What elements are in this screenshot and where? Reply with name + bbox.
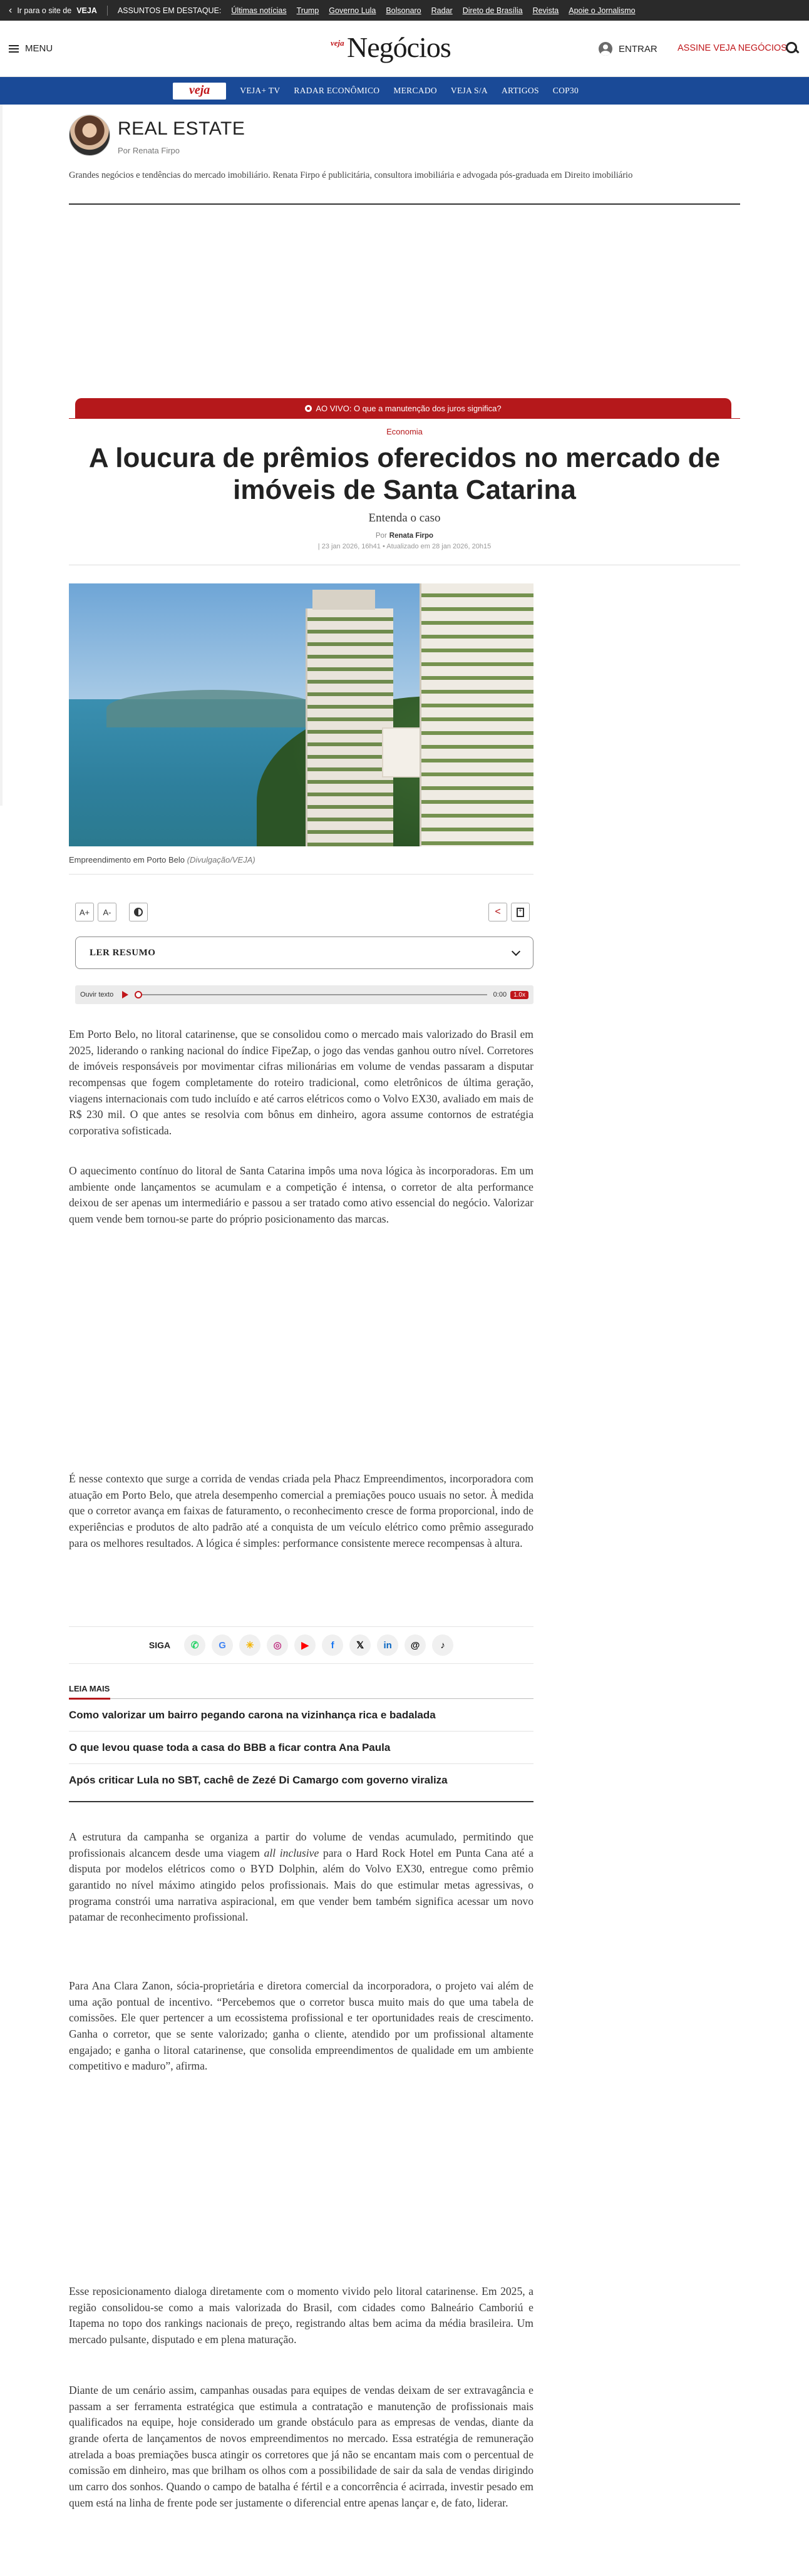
read-more-label: LEIA MAIS <box>69 1684 110 1693</box>
column-title[interactable]: REAL ESTATE <box>118 118 245 139</box>
user-icon <box>599 42 612 56</box>
nav-item-cop30[interactable]: COP30 <box>552 86 579 95</box>
chevron-left-icon: ‹ <box>9 4 13 16</box>
back-brand: VEJA <box>76 6 97 15</box>
font-increase-button[interactable]: A+ <box>75 903 94 921</box>
divider <box>69 1801 533 1802</box>
byline-author[interactable]: Renata Firpo <box>389 532 434 540</box>
nav-item-radar-economico[interactable]: RADAR ECONÔMICO <box>294 86 380 95</box>
image-caption <box>69 855 255 865</box>
menu-button[interactable] <box>9 43 53 54</box>
highlight-link[interactable]: Revista <box>532 6 559 15</box>
article-paragraph <box>69 1829 533 1926</box>
article-paragraph: Para Ana Clara Zanon, sócia-proprietária e diretora comercial da incorporadora, o projeto vai além de uma ação pontual de incentivo. “Percebemos que o corretor busca muito mais do que uma tabela de comissões. Ele quer pertencer a um ecossistema profissional e ter oportunidades reais de crescimento. Ganha o corretor, que se sente valorizado; ganha o cliente, atendido por um profissional altamente engajado; e ganha o litoral catarinense, que consolida empreendimentos de qualidade em um ambiente competitivo e maduro”, afirma. <box>69 1979 533 2073</box>
subscribe-link[interactable]: ASSINE VEJA NEGÓCIOS <box>678 43 787 53</box>
hero-image <box>69 583 533 846</box>
siga-label: SIGA <box>148 1640 171 1650</box>
read-more-link[interactable]: Como valorizar um bairro pegando carona na vizinhança rica e badalada <box>69 1709 436 1721</box>
whatsapp-icon[interactable]: ✆ <box>184 1634 205 1656</box>
veja-home-badge[interactable]: veja <box>173 83 226 100</box>
highlight-link[interactable]: Trump <box>296 6 319 15</box>
divider <box>69 203 740 205</box>
chevron-down-icon <box>512 947 520 955</box>
x-icon[interactable]: 𝕏 <box>349 1634 371 1656</box>
youtube-icon[interactable]: ▶ <box>294 1634 316 1656</box>
caption-text: Empreendimento em Porto Belo <box>69 855 185 865</box>
tiktok-icon[interactable]: ♪ <box>432 1634 453 1656</box>
divider <box>69 1731 533 1732</box>
facebook-icon[interactable]: f <box>322 1634 343 1656</box>
menu-label: MENU <box>25 43 53 54</box>
site-header <box>0 21 809 77</box>
column-description: Grandes negócios e tendências do mercado imobiliário. Renata Firpo é publicitária, consultora imobiliária e advogada pós-graduada em Direito imobiliário <box>69 170 633 180</box>
login-label: ENTRAR <box>619 43 657 54</box>
column-author: Por Renata Firpo <box>118 146 180 155</box>
google-news-icon[interactable]: G <box>212 1634 233 1656</box>
section-nav <box>0 77 809 105</box>
byline-prefix: Por <box>375 532 387 540</box>
progress-knob[interactable] <box>135 991 142 998</box>
divider <box>69 1763 533 1764</box>
contrast-button[interactable] <box>129 903 148 921</box>
article-category[interactable]: Economia <box>386 427 423 436</box>
nav-item-artigos[interactable]: ARTIGOS <box>501 86 539 95</box>
highlight-link[interactable]: Governo Lula <box>329 6 376 15</box>
logo-veja: veja <box>331 38 344 48</box>
live-dot-icon <box>305 405 312 412</box>
article-title: A loucura de prêmios oferecidos no mercado de imóveis de Santa Catarina <box>88 443 721 506</box>
live-banner[interactable] <box>75 398 731 418</box>
playback-speed-button[interactable]: 1.0x <box>510 991 528 999</box>
back-prefix: Ir para o site de <box>17 6 72 15</box>
audio-player <box>75 985 533 1004</box>
nav-item-veja-sa[interactable]: VEJA S/A <box>450 86 488 95</box>
live-text: AO VIVO: O que a manutenção dos juros significa? <box>316 403 502 413</box>
article-paragraph: É nesse contexto que surge a corrida de vendas criada pela Phacz Empreendimentos, incorporadora com atuação em Porto Belo, que atrela desempenho comercial a premiações pouco usuais no setor. À medida que o corretor avança em faixas de faturamento, o reconhecimento cresce de forma proporcional, indo de experiências e produtos de alto padrão até a conquista de um veículo elétrico como prêmio assegurado para os melhores resultados. A lógica é simples: performance consistente merece recompensas à altura. <box>69 1472 533 1549</box>
google-discover-icon[interactable]: ✳ <box>239 1634 260 1656</box>
article-paragraph: Esse reposicionamento dialoga diretamente com o momento vivido pelo litoral catarinense. Em 2025, a região consolidou-se como a mais valorizada do Brasil, com cidades como Balneário Camboriú e Itapema no topo dos rankings nacionais de preço, registrando altas bem acima da média brasileira. Um mercado pulsante, disputado e em plena maturação. <box>69 2285 533 2346</box>
back-to-veja-link[interactable] <box>9 6 108 16</box>
nav-item-mercado[interactable]: MERCADO <box>393 86 437 95</box>
site-logo[interactable] <box>331 28 478 68</box>
article-paragraph: Diante de um cenário assim, campanhas ousadas para equipes de vendas deixam de ser extravagância e passam a ser ferramenta estratégica que estimula a contratação e manutenção de profissionais mais qualificados na equipe, hoje considerado um grande obstáculo para as empresas de vendas, diante da grande oferta de lançamentos de novos empreendimentos no mercado. Essa estratégia de remuneração atrelada a boas premiações busca atingir os corretores que já não se encantam mais com o percentual de comissão em dinheiro, mas que brilham os olhos com a possibilidade de sair da sala de vendas dirigindo um carro dos sonhos. Quando o campo de batalha é fértil e a concorrência é acirrada, investir pesado em quem está na linha de frente pode ser justamente o diferencial entre apenas lançar e, de fato, liderar. <box>69 2384 533 2509</box>
side-ad-strip <box>0 105 3 806</box>
summary-toggle[interactable] <box>75 936 533 969</box>
top-bar <box>0 0 809 21</box>
highlight-link[interactable]: Bolsonaro <box>386 6 421 15</box>
divider <box>69 874 533 875</box>
logo-negocios: Negócios <box>347 31 451 63</box>
share-icon: < <box>495 906 501 917</box>
linkedin-icon[interactable]: in <box>377 1634 398 1656</box>
read-more-link[interactable]: Após criticar Lula no SBT, cachê de Zezé Di Camargo com governo viraliza <box>69 1774 448 1786</box>
play-icon[interactable] <box>122 991 128 998</box>
article-paragraph: Em Porto Belo, no litoral catarinense, que se consolidou como o mercado mais valorizado do Brasil em 2025, liderando o ranking nacional do índice FipeZap, o jogo das vendas ganhou outro nível. Corretores de imóveis responsáveis por movimentar cifras milionárias em volume de vendas passaram a disputar recompensas que fogem completamente do roteiro tradicional, como eletrônicos de última geração, viagens internacionais com tudo incluído e até carros elétricos como o Volvo EX30, avaliado em mais de R$ 230 mil. O que antes se resolvia com bônus em dinheiro, agora assume contornos de estratégia corporativa sofisticada. <box>69 1028 533 1137</box>
read-more-link[interactable]: O que levou quase toda a casa do BBB a ficar contra Ana Paula <box>69 1742 391 1753</box>
instagram-icon[interactable]: ◎ <box>267 1634 288 1656</box>
highlight-link[interactable]: Apoie o Jornalismo <box>569 6 636 15</box>
audio-progress-bar[interactable] <box>136 994 487 995</box>
nav-item-veja-tv[interactable]: VEJA+ TV <box>240 86 281 95</box>
hamburger-icon <box>9 45 19 53</box>
summary-label: LER RESUMO <box>90 947 156 958</box>
player-label: Ouvir texto <box>80 991 114 998</box>
player-time: 0:00 <box>493 991 507 998</box>
highlight-link[interactable]: Direto de Brasília <box>462 6 523 15</box>
divider <box>69 418 740 419</box>
highlight-link[interactable]: Últimas notícias <box>231 6 287 15</box>
bookmark-button[interactable] <box>511 903 530 921</box>
share-button[interactable] <box>488 903 507 921</box>
login-button[interactable] <box>599 42 657 56</box>
article-tools <box>69 903 533 921</box>
article-dates: | 23 jan 2026, 16h41 • Atualizado em 28 jan 2026, 20h15 <box>317 543 492 550</box>
article-byline <box>0 532 809 540</box>
contrast-icon <box>134 908 143 916</box>
article-subtitle: Entenda o caso <box>368 511 441 525</box>
highlight-link[interactable]: Radar <box>431 6 453 15</box>
paragraph-italic: all inclusive <box>264 1846 319 1859</box>
article-paragraph: O aquecimento contínuo do litoral de Santa Catarina impôs uma nova lógica às incorporadoras. Em um ambiente onde lançamentos se acumulam e a competição é intensa, o corretor de alta performance deixou de ser apenas um intermediário e passou a ser tratado como ativo essencial do negócio. Valorizar quem vende bem tornou-se parte do próprio posicionamento das marcas. <box>69 1164 533 1226</box>
threads-icon[interactable]: @ <box>404 1634 426 1656</box>
divider-accent <box>69 1698 110 1700</box>
author-avatar[interactable] <box>69 115 110 156</box>
font-decrease-button[interactable]: A- <box>98 903 116 921</box>
bookmark-icon <box>517 908 524 917</box>
divider <box>69 1698 533 1699</box>
paragraph-text: A estrutura da campanha se organiza a partir do volume de vendas acumulado, permitindo que profissionais alcancem desde uma viagem <box>69 1830 533 1859</box>
search-icon[interactable] <box>785 41 799 55</box>
highlights-label: ASSUNTOS EM DESTAQUE: <box>117 6 222 15</box>
social-follow-row <box>69 1626 533 1664</box>
caption-credit: (Divulgação/VEJA) <box>187 855 255 865</box>
paragraph-text: para o Hard Rock Hotel em Punta Cana até a disputa por modelos elétricos como o BYD Dolphin, além do Volvo EX30, entregue como prêmio garantido no nível máximo atingido pelos profissionais. Mais do que estimular metas agressivas, o programa constrói uma narrativa aspiracional, em que vender bem também significa acessar um novo patamar de reconhecimento profissional. <box>69 1846 533 1924</box>
